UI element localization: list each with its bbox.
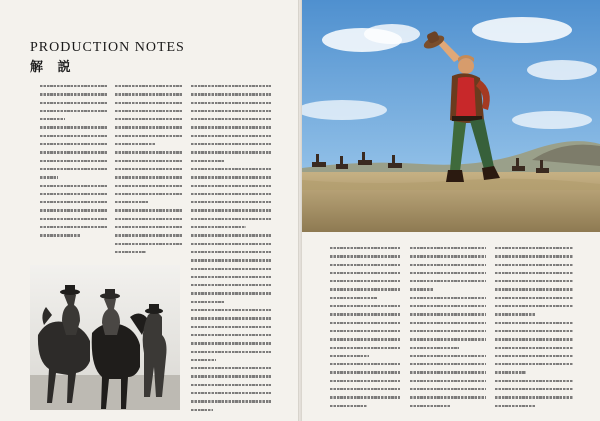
text-line [410, 377, 486, 385]
text-line [191, 372, 271, 380]
text-line [330, 402, 400, 410]
text-line [191, 173, 271, 181]
text-line [330, 360, 400, 368]
cowboy-hat-photo [302, 0, 600, 232]
text-line [40, 140, 107, 148]
text-line [115, 82, 183, 90]
text-line [330, 294, 400, 302]
text-line [191, 314, 271, 322]
text-line [40, 165, 107, 173]
text-line [191, 198, 271, 206]
text-line [191, 389, 271, 397]
text-line [495, 302, 573, 310]
text-column-4 [330, 244, 400, 410]
text-line [410, 319, 486, 327]
text-line [330, 377, 400, 385]
text-line [115, 223, 183, 231]
text-line [191, 115, 271, 123]
text-line [40, 223, 107, 231]
text-line [115, 190, 183, 198]
text-line [115, 231, 183, 239]
text-line [410, 277, 486, 285]
text-line [495, 360, 573, 368]
text-line [191, 281, 271, 289]
text-line [495, 310, 573, 318]
text-line [495, 402, 573, 410]
text-line [115, 182, 183, 190]
text-line [495, 244, 573, 252]
text-column-3 [191, 82, 271, 414]
text-line [191, 140, 271, 148]
text-line [40, 215, 107, 223]
text-line [191, 190, 271, 198]
text-line [115, 107, 183, 115]
text-line [495, 294, 573, 302]
text-line [495, 319, 573, 327]
text-line [495, 352, 573, 360]
text-line [40, 99, 107, 107]
text-line [191, 223, 271, 231]
text-line [115, 140, 183, 148]
text-line [410, 352, 486, 360]
text-column-2 [115, 82, 183, 256]
text-line [115, 90, 183, 98]
text-line [191, 364, 271, 372]
text-line [410, 360, 486, 368]
text-line [330, 277, 400, 285]
text-line [410, 368, 486, 376]
text-line [40, 82, 107, 90]
text-line [191, 90, 271, 98]
text-line [495, 285, 573, 293]
text-line [115, 248, 183, 256]
text-line [115, 165, 183, 173]
right-page [302, 0, 600, 421]
text-line [191, 381, 271, 389]
text-line [330, 335, 400, 343]
text-line [191, 148, 271, 156]
text-line [330, 352, 400, 360]
text-line [115, 157, 183, 165]
text-line [191, 306, 271, 314]
text-line [330, 252, 400, 260]
text-line [495, 335, 573, 343]
text-line [330, 244, 400, 252]
text-line [495, 327, 573, 335]
text-line [330, 319, 400, 327]
text-line [115, 206, 183, 214]
text-line [40, 206, 107, 214]
text-line [410, 393, 486, 401]
text-line [40, 107, 107, 115]
text-line [191, 99, 271, 107]
text-line [410, 285, 486, 293]
text-line [495, 277, 573, 285]
text-line [191, 298, 271, 306]
text-line [115, 215, 183, 223]
text-line [330, 261, 400, 269]
text-line [40, 132, 107, 140]
text-line [495, 344, 573, 352]
text-line [191, 132, 271, 140]
text-line [115, 148, 183, 156]
text-line [495, 252, 573, 260]
text-line [40, 123, 107, 131]
text-line [410, 294, 486, 302]
text-line [330, 310, 400, 318]
text-line [40, 231, 107, 239]
text-line [495, 269, 573, 277]
text-line [115, 99, 183, 107]
text-line [115, 173, 183, 181]
text-line [40, 173, 107, 181]
text-line [191, 356, 271, 364]
text-line [495, 368, 573, 376]
text-line [330, 385, 400, 393]
text-line [191, 331, 271, 339]
text-line [191, 182, 271, 190]
page-title: PRODUCTION NOTES [30, 40, 185, 55]
text-line [330, 269, 400, 277]
text-line [40, 198, 107, 206]
text-line [40, 90, 107, 98]
text-line [410, 385, 486, 393]
text-line [330, 327, 400, 335]
text-column-1 [40, 82, 107, 240]
text-line [115, 132, 183, 140]
text-line [191, 273, 271, 281]
text-line [330, 285, 400, 293]
text-line [191, 406, 271, 414]
text-line [191, 206, 271, 214]
text-line [495, 393, 573, 401]
text-line [115, 123, 183, 131]
text-line [40, 148, 107, 156]
horses-riders-photo [30, 265, 180, 410]
text-line [40, 190, 107, 198]
text-line [330, 302, 400, 310]
text-line [191, 397, 271, 405]
text-line [191, 339, 271, 347]
text-line [495, 385, 573, 393]
text-line [410, 327, 486, 335]
text-line [410, 344, 486, 352]
text-column-5 [410, 244, 486, 410]
text-line [410, 302, 486, 310]
text-line [495, 261, 573, 269]
text-line [191, 256, 271, 264]
text-line [115, 240, 183, 248]
text-line [410, 335, 486, 343]
text-line [40, 157, 107, 165]
text-line [191, 107, 271, 115]
text-line [410, 310, 486, 318]
text-line [495, 377, 573, 385]
text-line [191, 215, 271, 223]
text-line [191, 323, 271, 331]
text-line [410, 269, 486, 277]
text-line [191, 248, 271, 256]
left-page [0, 0, 298, 421]
text-line [40, 115, 107, 123]
text-line [410, 252, 486, 260]
text-line [410, 244, 486, 252]
text-line [191, 165, 271, 173]
text-column-6 [495, 244, 573, 410]
text-line [191, 82, 271, 90]
text-line [40, 182, 107, 190]
text-line [191, 240, 271, 248]
text-line [191, 348, 271, 356]
text-line [191, 157, 271, 165]
page-subtitle: 解 説 [30, 60, 76, 75]
text-line [330, 393, 400, 401]
text-line [410, 261, 486, 269]
text-line [191, 231, 271, 239]
text-line [191, 123, 271, 131]
text-line [115, 115, 183, 123]
text-line [410, 402, 486, 410]
text-line [191, 289, 271, 297]
text-line [330, 344, 400, 352]
text-line [191, 265, 271, 273]
text-line [115, 198, 183, 206]
text-line [330, 368, 400, 376]
